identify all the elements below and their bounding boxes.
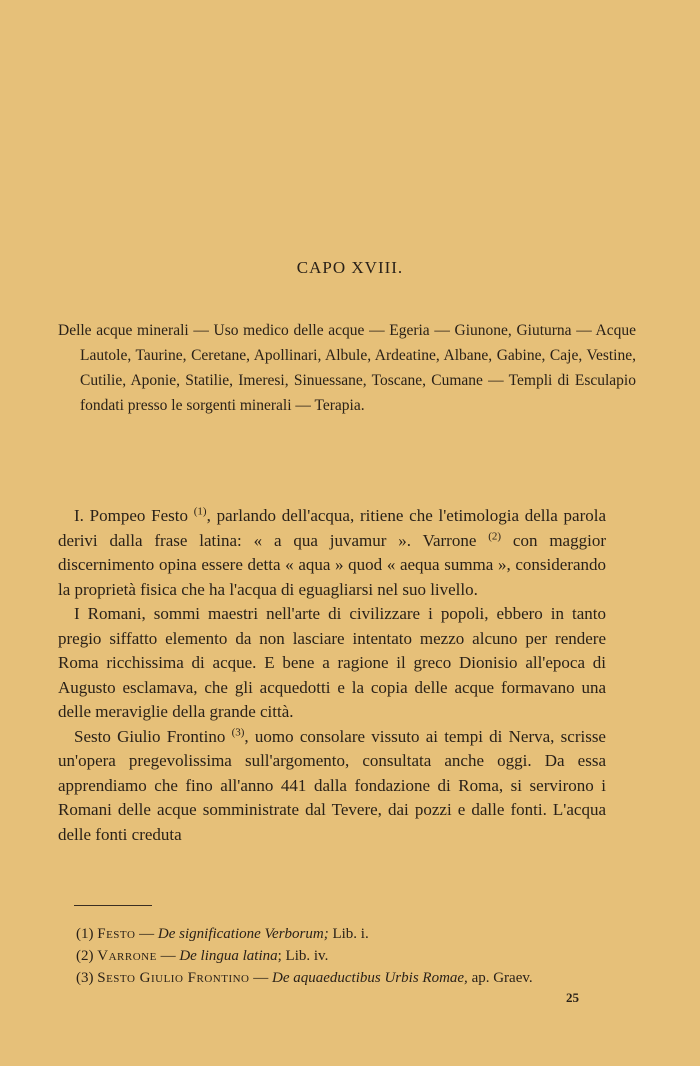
paragraph-1: I. Pompeo Festo $^{(1)}$, parlando dell'acqua, ritiene che l'etimologia della parola derivi dalla frase latina: « a qua juvamur ». Varrone $^{(2)}$ con maggior discernimento opina essere detta « aqua » quod « aequa summa », considerando la proprietà fisica che ha l'acqua di eguagliarsi nel suo livello.: [58, 505, 606, 599]
page-number: 25: [566, 990, 579, 1005]
paragraph-2: I Romani, sommi maestri nell'arte di civilizzare i popoli, ebbero in tanto pregio siffatto elemento da non lasciare intentato mezzo alcuno per rendere Roma ricchissima di acque. E bene a ragione il greco Dionisio all'epoca di Augusto esclamava, che gli acquedotti e la copia delle acque formavano una delle meraviglie della grande città.: [58, 604, 606, 721]
body-text: [58, 504, 606, 847]
footnote-divider: [74, 905, 152, 906]
footnote-2: (2) Varrone — De lingua latina; Lib. iv.: [76, 948, 329, 964]
footnote-3: (3) Sesto Giulio Frontino — De aquaeductibus Urbis Romae, ap. Graev.: [76, 970, 533, 986]
footnote-1: (1) Festo — De significatione Verborum; Lib. i.: [76, 926, 369, 942]
footnote-ref-1: (1): [193, 505, 207, 518]
chapter-summary: Delle acque minerali — Uso medico delle acque — Egeria — Giunone, Giuturna — Acque Lautole, Taurine, Ceretane, Apollinari, Albule, Ardeatine, Albane, Gabine, Caje, Vestine, Cutilie, Aponie, Statilie, Imeresi, Sinuessane, Toscane, Cumane — Templi di Esculapio fondati presso le sorgenti minerali — Terapia.: [58, 322, 636, 414]
footnote-ref-3: (3): [231, 725, 245, 738]
footnotes: [76, 923, 616, 989]
footnote-ref-2: (2): [488, 529, 502, 542]
paragraph-3: Sesto Giulio Frontino $^{(3)}$, uomo consolare vissuto ai tempi di Nerva, scrisse un'opera pregevolissima sull'argomento, consultata anche oggi. Da essa apprendiamo che fino all'anno 441 dalla fondazione di Roma, si servirono i Romani delle acque somministrate dal Tevere, dai pozzi e dalle fonti. L'acqua delle fonti creduta: [58, 725, 606, 844]
chapter-title: CAPO XVIII.: [296, 258, 404, 277]
